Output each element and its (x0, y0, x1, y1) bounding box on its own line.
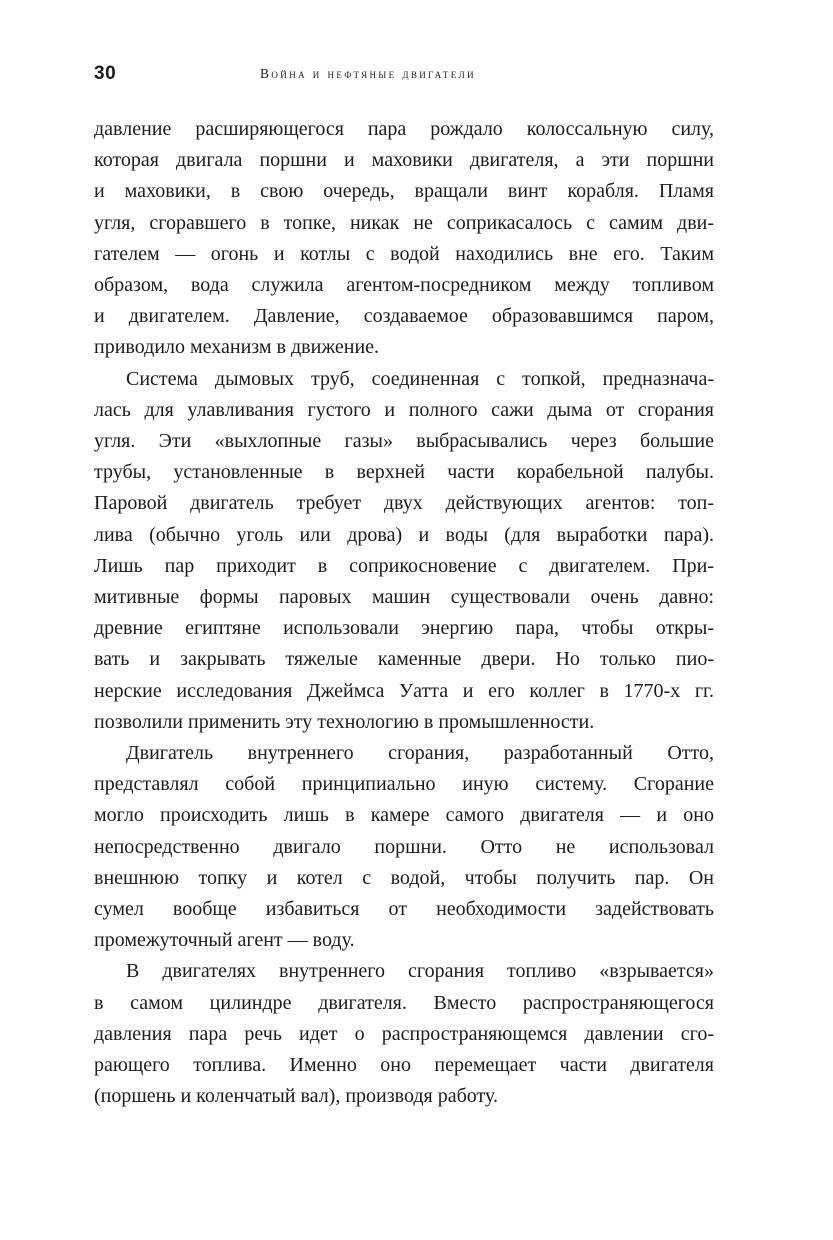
text-line: приводило механизм в движение. (94, 336, 380, 359)
text-line: лива (обычно уголь или дрова) и воды (для выработки пара). (94, 523, 714, 546)
text-line: трубы, установленные в верхней части корабельной палубы. (94, 461, 714, 484)
text-line: позволили применить эту технологию в промышленности. (94, 710, 595, 733)
text-line: сумел вообще избавиться от необходимости задействовать (94, 898, 714, 921)
text-line: рающего топлива. Именно оно перемещает части двигателя (94, 1054, 714, 1077)
text-line: промежуточный агент — воду. (94, 929, 355, 952)
text-line: могло происходить лишь в камере самого двигателя — и оно (94, 804, 714, 827)
page-number: 30 (94, 63, 117, 84)
text-line: представлял собой принципиально иную систему. Сгорание (94, 773, 714, 796)
text-line: которая двигала поршни и маховики двигателя, а эти поршни (94, 149, 714, 172)
paragraph-3 (94, 738, 714, 956)
text-line: внешнюю топку и котел с водой, чтобы получить пар. Он (94, 866, 714, 889)
text-line: угля, сгоравшего в топке, никак не соприкасалось с самим дви- (94, 211, 714, 234)
text-line: Паровой двигатель требует двух действующих агентов: топ- (94, 492, 714, 515)
text-line: Система дымовых труб, соединенная с топкой, предназнача- (126, 367, 714, 390)
text-line: нерские исследования Джеймса Уатта и его коллег в 1770-х гг. (94, 679, 714, 702)
text-line: давление расширяющегося пара рождало колоссальную силу, (94, 118, 714, 140)
text-line: вать и закрывать тяжелые каменные двери. Но только пио- (94, 648, 714, 671)
text-line: (поршень и коленчатый вал), производя работу. (94, 1085, 499, 1108)
text-line: и двигателем. Давление, создаваемое образовавшимся паром, (94, 305, 714, 328)
text-line: и маховики, в свою очередь, вращали винт корабля. Пламя (94, 180, 714, 203)
text-line: Двигатель внутреннего сгорания, разработанный Отто, (126, 742, 714, 765)
body-text (94, 114, 714, 1113)
text-line: давления пара речь идет о распространяющемся давлении сго- (94, 1022, 714, 1045)
text-line: образом, вода служила агентом-посредником между топливом (94, 274, 714, 297)
text-line: лась для улавливания густого и полного сажи дыма от сгорания (94, 398, 714, 421)
text-line: в самом цилиндре двигателя. Вместо распространяющегося (94, 991, 714, 1014)
text-line: древние египтяне использовали энергию пара, чтобы откры- (94, 617, 714, 640)
text-line: гателем — огонь и котлы с водой находились вне его. Таким (94, 242, 714, 265)
paragraph-1 (94, 114, 714, 364)
text-line: В двигателях внутреннего сгорания топливо «взрывается» (126, 960, 714, 983)
chapter-title: война и нефтяные двигатели (260, 66, 476, 81)
paragraph-2 (94, 364, 714, 738)
text-line: митивные формы паровых машин существовали очень давно: (94, 586, 714, 609)
text-line: непосредственно двигало поршни. Отто не использовал (94, 835, 714, 858)
text-line: Лишь пар приходит в соприкосновение с двигателем. При- (94, 554, 714, 577)
text-line: угля. Эти «выхлопные газы» выбрасывались через большие (94, 430, 714, 453)
running-head (94, 62, 714, 86)
paragraph-4 (94, 956, 714, 1112)
